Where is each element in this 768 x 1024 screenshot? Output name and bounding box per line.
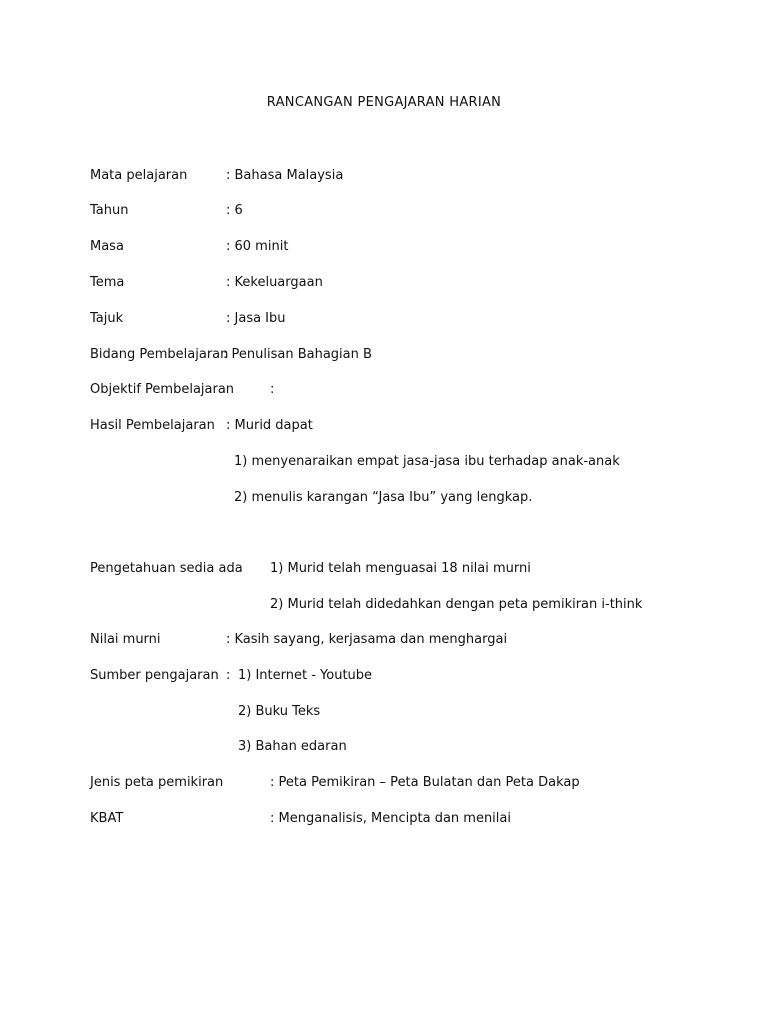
tema-label: Tema [90,275,125,290]
nilai-value: : Kasih sayang, kerjasama dan menghargai [226,632,508,647]
kbat-value: : Menganalisis, Mencipta dan menilai [270,811,511,826]
mata-pelajaran-value: : Bahasa Malaysia [226,168,344,183]
sumber-item: 2) Buku Teks [238,704,321,719]
tahun-value: : 6 [226,203,243,218]
jenis-peta-value: : Peta Pemikiran – Peta Bulatan dan Peta Dakap [270,775,580,790]
hasil-item: 1) menyenaraikan empat jasa-jasa ibu terhadap anak-anak [234,454,620,469]
tajuk-value: : Jasa Ibu [226,311,286,326]
masa-label: Masa [90,239,124,254]
pengetahuan-item: 1) Murid telah menguasai 18 nilai murni [270,561,531,576]
sumber-colon: : [226,668,231,683]
masa-value: : 60 minit [226,239,289,254]
kbat-label: KBAT [90,811,124,826]
bidang-value: : Penulisan Bahagian B [223,347,372,362]
nilai-label: Nilai murni [90,632,161,647]
objektif-value: : [270,382,275,397]
pengetahuan-item: 2) Murid telah didedahkan dengan peta pemikiran i-think [270,597,643,612]
document-title: RANCANGAN PENGAJARAN HARIAN [266,95,502,110]
sumber-item: 1) Internet - Youtube [238,668,373,683]
mata-pelajaran-label: Mata pelajaran [90,168,188,183]
jenis-peta-label: Jenis peta pemikiran [90,775,224,790]
hasil-item: 2) menulis karangan “Jasa Ibu” yang lengkap. [234,490,533,505]
tajuk-label: Tajuk [90,311,124,326]
tema-value: : Kekeluargaan [226,275,323,290]
bidang-label: Bidang Pembelajaran [90,347,229,362]
tahun-label: Tahun [90,203,129,218]
objektif-label: Objektif Pembelajaran [90,382,235,397]
pengetahuan-label: Pengetahuan sedia ada [90,561,243,576]
sumber-label: Sumber pengajaran [90,668,219,683]
sumber-item: 3) Bahan edaran [238,739,347,754]
hasil-label: Hasil Pembelajaran [90,418,215,433]
hasil-value: : Murid dapat [226,418,313,433]
